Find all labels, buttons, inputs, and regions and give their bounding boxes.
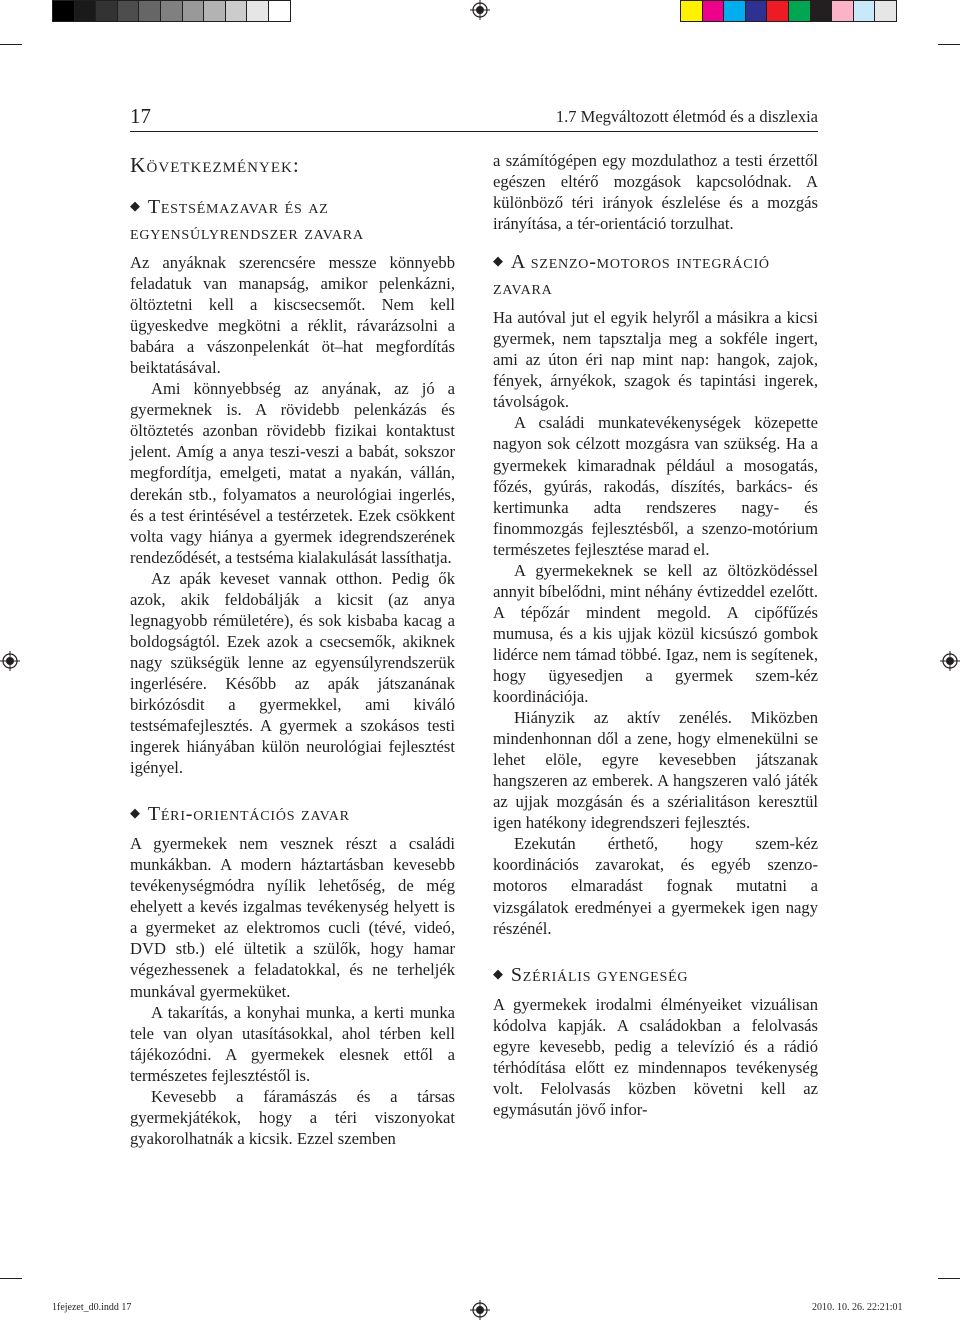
crop-mark xyxy=(0,44,22,45)
color-swatch xyxy=(203,0,226,22)
crop-mark xyxy=(938,44,960,45)
color-swatch xyxy=(766,0,789,22)
color-swatch xyxy=(874,0,897,22)
section-heading: ◆ Szériális gyengeség xyxy=(493,961,818,988)
color-swatch xyxy=(680,0,703,22)
paragraph: Hiányzik az aktív zenélés. Miközben mindenhonnan dől a zene, hogy elmenekülni se lehet elöle, egyre kevesebben játszanak hangszeren az emberek. A hangszeren való játék az ujjak mozgásán és a szérialitáson keresztül igen hatékony idegrendszeri fejlesztés. xyxy=(493,708,818,833)
color-swatch xyxy=(52,0,75,22)
diamond-bullet-icon: ◆ xyxy=(130,198,141,213)
color-swatch xyxy=(810,0,833,22)
footer-file-label: 1fejezet_d0.indd 17 xyxy=(52,1302,132,1313)
color-swatch xyxy=(74,0,97,22)
color-swatch xyxy=(268,0,291,22)
color-swatch xyxy=(246,0,269,22)
registration-mark-icon xyxy=(470,1300,490,1320)
paragraph: Ezekután érthető, hogy szem-kéz koordinációs zavarokat, és egyéb szenzo-motoros elmaradást fognak mutatni a vizsgálatok eredményei a gyermekek igen nagy részénél. xyxy=(493,834,818,938)
crop-mark xyxy=(938,1278,960,1279)
section-heading: ◆ Téri-orientációs zavar xyxy=(130,800,455,827)
left-column xyxy=(130,150,455,1149)
main-heading: Következmények: xyxy=(130,153,300,177)
color-swatch xyxy=(788,0,811,22)
paragraph: Kevesebb a fáramászás és a társas gyermekjátékok, hogy a téri viszonyokat gyakorolhatnák a kicsik. Ezzel szemben xyxy=(130,1086,455,1148)
color-swatch xyxy=(117,0,140,22)
footer-timestamp: 2010. 10. 26. 22:21:01 xyxy=(812,1302,903,1313)
color-swatch xyxy=(182,0,205,22)
color-swatch xyxy=(95,0,118,22)
paragraph: A családi munkatevékenységek közepette nagyon sok célzott mozgásra van szükség. Ha a gyermekek kimaradnak például a mosogatás, főzés, gyúrás, rakodás, díszítés, barkács- és kertimunka adta rendszeres nagy- és finommozgás fejlesztésből, a szenzo-motórium természetes fejlesztése marad el. xyxy=(493,413,818,559)
process-color-bar xyxy=(680,0,896,22)
color-swatch xyxy=(853,0,876,22)
section-heading: ◆ Testsémazavar és az egyensúlyrendszer zavara xyxy=(130,193,455,246)
paragraph: A takarítás, a konyhai munka, a kerti munka tele van olyan utasításokkal, ahol térben kell tájékozódni. A gyermekek elesnek ettől a természetes fejlesztéstől is. xyxy=(130,1002,455,1085)
running-head: 1.7 Megváltozott életmód és a diszlexia xyxy=(555,107,818,126)
color-swatch xyxy=(225,0,248,22)
registration-mark-icon xyxy=(0,651,20,671)
crop-mark xyxy=(0,1278,22,1279)
section-heading: ◆ A szenzo-motoros integráció zavara xyxy=(493,248,818,301)
right-column xyxy=(493,150,818,1120)
registration-mark-icon xyxy=(470,0,490,20)
color-swatch xyxy=(702,0,725,22)
diamond-bullet-icon: ◆ xyxy=(493,253,504,269)
paragraph: a számítógépen egy mozdulathoz a testi érzettől egészen eltérő mozgások kapcsolódnak. A különböző téri irányok észlelése és a mozgás irányítása, a tér-orientáció torzulhat. xyxy=(493,151,818,234)
paragraph: Ha autóval jut el egyik helyről a másikra a kicsi gyermek, nem tapsztalja meg a sokféle ingert, ami az úton éri nap mint nap: hangok, zajok, fények, árnyékok, szagok és tapintási ingerek, távolságok. xyxy=(493,308,818,412)
diamond-bullet-icon: ◆ xyxy=(493,965,504,981)
header-rule xyxy=(130,131,818,132)
page-number: 17 xyxy=(130,104,151,128)
color-swatch xyxy=(831,0,854,22)
diamond-bullet-icon: ◆ xyxy=(130,805,141,821)
paragraph: A gyermekek nem vesznek részt a családi munkákban. A modern háztartásban kevesebb tevékenységmódra nyílik lehetőség, de még ehelyett a kevés izgalmas tevékenység helyett is a gyermeket az elektromos cucli (tévé, videó, DVD stb.) elé ültetik a szülők, hogy hamar végezhessenek a feladatokkal, és ne terheljék munkával gyermeküket. xyxy=(130,834,455,1001)
grayscale-color-bar xyxy=(52,0,290,22)
color-swatch xyxy=(745,0,768,22)
color-swatch xyxy=(160,0,183,22)
paragraph: Az anyáknak szerencsére messze könnyebb feladatuk van manapság, amikor pelenkázni, öltöztetni kell a kiscsecsemőt. Nem kell ügyeskedve megkötni a réklit, rávarázsolni a babára a vászonpelenkát öt–hat megfordítás beiktatásával. xyxy=(130,253,455,378)
registration-mark-icon xyxy=(940,651,960,671)
paragraph: Ami könnyebbség az anyának, az jó a gyermeknek is. A rövidebb pelenkázás és öltöztetés azonban rövidebb fizikai kontaktust jelent. Amíg a anya teszi-veszi a babát, sokszor megfordítja, emelgeti, matat a nyakán, vállán, derekán stb., folyamatos a neurológiai ingerlés, és a test érintésével a testérzetek. Ezek csökkent volta vagy hiánya a gyermek idegrendszerének rendeződését, a testséma kialakulását lassíthatja. xyxy=(130,379,455,567)
color-swatch xyxy=(723,0,746,22)
paragraph: A gyermekek irodalmi élményeiket vizuálisan kódolva kapják. A családokban a felolvasás egyre kevesebb, pedig a televízió és a rádió térhódítása előtt ez mindennapos tevékenység volt. Felolvasás közben követni kell az egymásután jövő infor- xyxy=(493,994,818,1119)
paragraph: A gyermekeknek se kell az öltözködéssel annyit bíbelődni, mint néhány évtizeddel ezelőtt. A tépőzár mindent megold. A cipőfűzés mumusa, és a kis ujjak közül kicsúszó gombok lidérce nem támad többé. Igaz, nem is segítenek, hogy ügyesedjen a gyermek szem-kéz koordinációja. xyxy=(493,560,818,707)
paragraph: Az apák keveset vannak otthon. Pedig ők azok, akik feldobálják a kicsit (az anya legnagyobb rémületére), és sok kisbaba kacag a boldogságtól. Ezek azok a csecsemők, akiknek nagy szükségük lenne az egyensúlyrendszerük ingerlésére. Később az apák játszanának birkózósdit a gyermekkel, ami kiváló testsémafejlesztés. A gyermek a szokásos testi ingerek hiányában külön neurológiai fejlesztést igényel. xyxy=(130,568,455,778)
color-swatch xyxy=(138,0,161,22)
